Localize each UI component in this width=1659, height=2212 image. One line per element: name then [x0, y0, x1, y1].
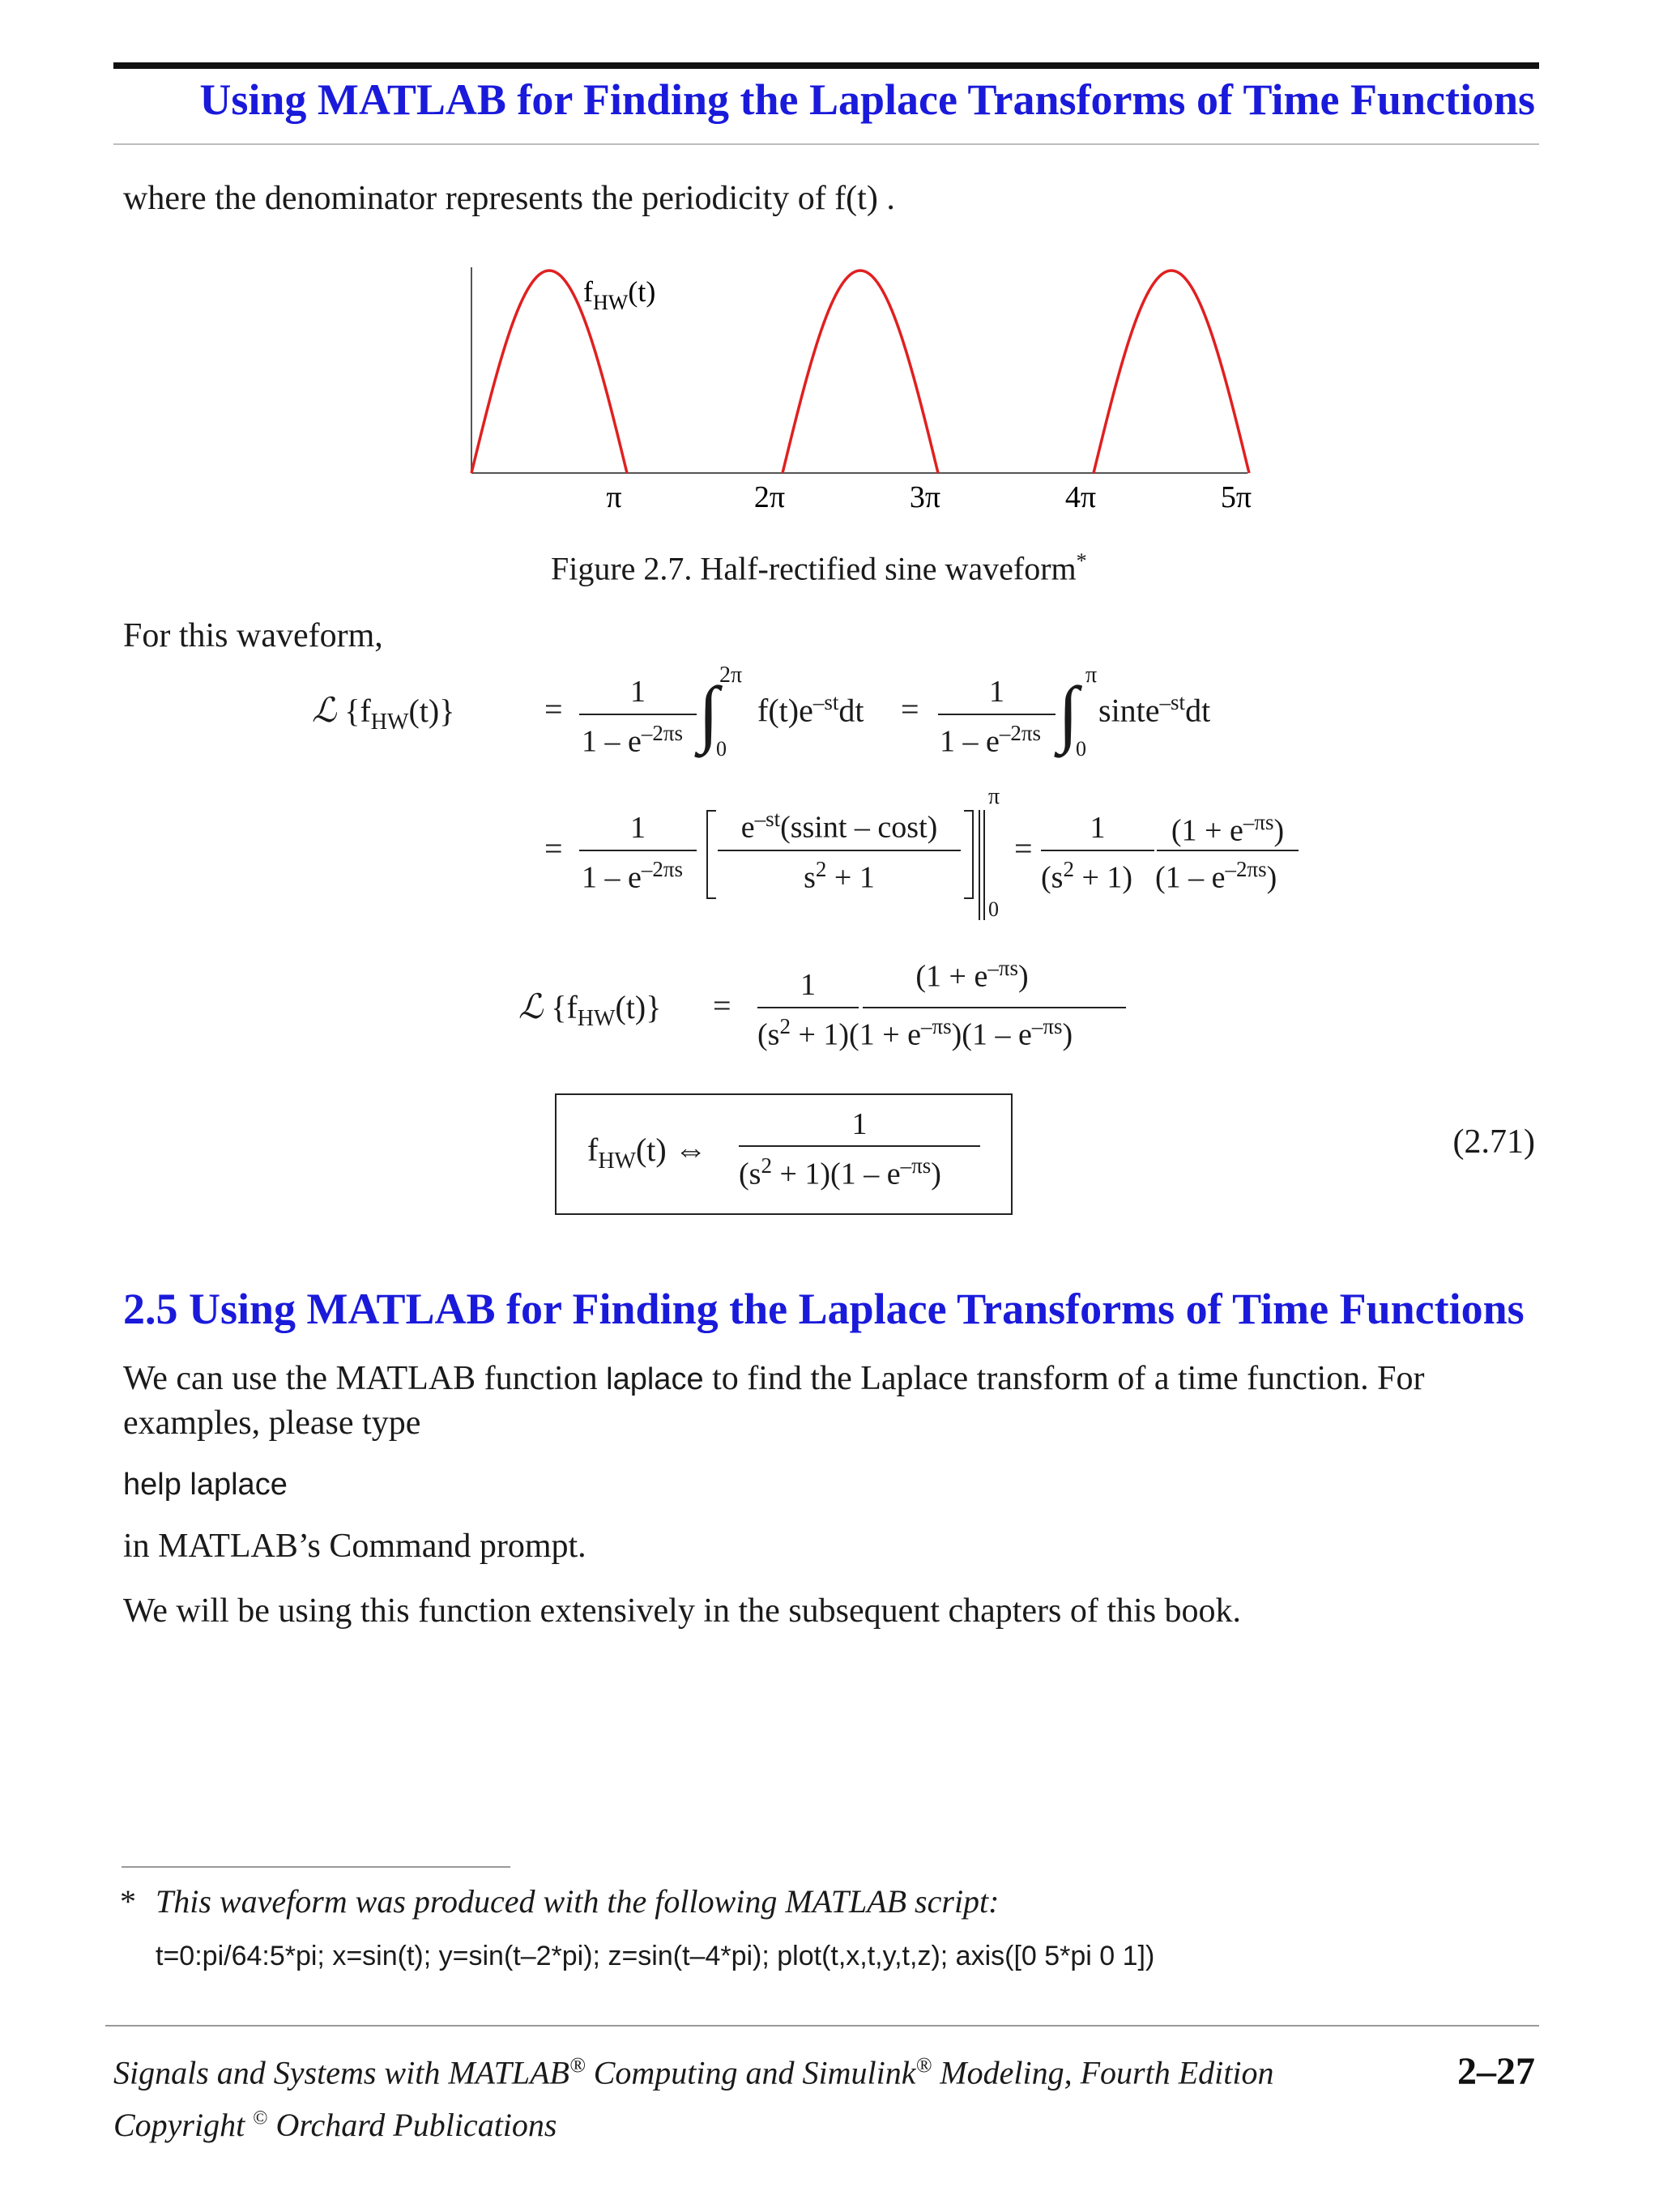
- footer-rule: [105, 2025, 1539, 2027]
- line3-denominator: $(s^2 + 1)(1 + e^{-\pi s})(1 - e^{-\pi s})$: [757, 1014, 1073, 1052]
- inline-code-laplace: laplace: [606, 1362, 704, 1396]
- boxed-numerator: 1: [851, 1107, 868, 1141]
- bracket-fraction-bar: [718, 850, 961, 851]
- for-this-waveform-text: For this waveform,: [123, 617, 383, 654]
- fraction2-bar: [938, 714, 1056, 715]
- fraction5-bar: [1157, 850, 1299, 851]
- evaluation-lower: 0: [988, 897, 999, 921]
- footer-book-title: Signals and Systems with MATLAB® Computing and Simulink® Modeling, Fourth Edition: [113, 2053, 1274, 2091]
- figure-ylabel: $f_{HW}(t)$: [583, 275, 656, 314]
- footnote-matlab-script: t=0:pi/64:5*pi; x=sin(t); y=sin(t–2*pi); z=sin(t–4*pi); plot(t,x,t,y,t,z); axis([0 5*pi 0 1]): [156, 1941, 1155, 1971]
- tick-label-4pi: 4π: [1064, 480, 1097, 514]
- fraction4-numerator: 1: [1090, 811, 1106, 845]
- tick-label-3pi: 3π: [909, 480, 941, 514]
- tick-label-pi: π: [606, 480, 622, 514]
- fraction2-numerator: 1: [989, 675, 1004, 709]
- footer-copyright: Copyright © Orchard Publications: [113, 2107, 557, 2143]
- tick-label-5pi: 5π: [1220, 480, 1252, 514]
- bracket-numerator: $e^{-st}(ssint - \cos t)$: [740, 807, 938, 845]
- fraction6-bar: [757, 1007, 859, 1008]
- page-number: 2–27: [1457, 2050, 1535, 2093]
- curve-segment-2: [783, 271, 938, 473]
- header-top-rule: [113, 62, 1539, 69]
- fraction1-bar: [579, 714, 697, 715]
- fraction4-bar: [1041, 850, 1154, 851]
- footnote-rule: [122, 1866, 510, 1868]
- laplace-lhs-1: ℒ $\{f_{HW}(t)\}$: [312, 693, 455, 735]
- evaluation-bar-1: [979, 810, 980, 920]
- fraction6-numerator: 1: [800, 968, 816, 1002]
- equals-sign-4: =: [1014, 830, 1033, 867]
- running-header-title: Using MATLAB for Finding the Laplace Transforms of Time Functions: [199, 75, 1535, 124]
- laplace-lhs-3: ℒ $\{f_{HW}(t)\}$: [518, 989, 662, 1031]
- section-paragraph-3: We will be using this function extensively in the subsequent chapters of this book.: [123, 1592, 1242, 1630]
- evaluation-upper: π: [988, 784, 1000, 809]
- bracket-left: [706, 810, 716, 899]
- footnote-text: This waveform was produced with the following MATLAB script:: [156, 1883, 1000, 1920]
- integral1-lower-limit: 0: [716, 737, 727, 761]
- integral-sign-2: ∫: [1058, 671, 1079, 754]
- fraction4-denominator: $(s^2 + 1)$: [1041, 857, 1133, 895]
- fraction1-denominator: $1 - e^{-2\pi s}$: [582, 721, 684, 759]
- evaluation-bar-2: [983, 810, 985, 920]
- tick-label-2pi: 2π: [753, 480, 786, 514]
- boxed-lhs: $f_{HW}(t)$ ⇔: [587, 1132, 707, 1174]
- fraction3-bar: [579, 850, 697, 851]
- fraction1-numerator: 1: [630, 675, 646, 709]
- fraction3-denominator: $1 - e^{-2\pi s}$: [582, 857, 684, 895]
- figure-caption: Figure 2.7. Half-rectified sine waveform*: [551, 549, 1087, 587]
- half-rectified-sine-figure: [454, 259, 1264, 518]
- integral2-lower-limit: 0: [1076, 737, 1086, 761]
- integrand-2: sinte$^{-st}$dt: [1098, 690, 1211, 729]
- equals-sign-3: =: [544, 830, 563, 867]
- boxed-fraction-bar: [739, 1145, 980, 1147]
- equals-sign-5: =: [713, 987, 731, 1024]
- header-bottom-rule: [113, 143, 1539, 145]
- footnote-mark: *: [120, 1883, 136, 1920]
- bracket-denominator: $s^2 + 1$: [804, 857, 875, 895]
- section-heading: 2.5 Using MATLAB for Finding the Laplace Transforms of Time Functions: [123, 1285, 1525, 1333]
- fraction7-bar: [863, 1007, 1126, 1008]
- integrand-1: $f(t)e^{-st}dt$: [757, 690, 864, 729]
- equation-number: (2.71): [1452, 1123, 1535, 1161]
- fraction5-numerator: $(1 + e^{-\pi s})$: [1171, 810, 1285, 848]
- equals-sign-1: =: [544, 691, 563, 727]
- fraction7-numerator: $(1 + e^{-\pi s})$: [915, 956, 1029, 994]
- curve-segment-3: [1094, 271, 1249, 473]
- fraction3-numerator: 1: [630, 811, 646, 845]
- integral-sign-1: ∫: [698, 671, 719, 754]
- integral1-upper-limit: 2π: [719, 663, 743, 688]
- section-paragraph-2: in MATLAB’s Command prompt.: [123, 1528, 586, 1565]
- code-help-laplace: help laplace: [123, 1468, 288, 1502]
- boxed-denominator: $(s^2 + 1)(1 - e^{-\pi s})$: [739, 1153, 941, 1191]
- integral2-upper-limit: π: [1085, 663, 1098, 688]
- section-paragraph-1: We can use the MATLAB function laplace to find the Laplace transform of a time function. For examples, please type: [123, 1360, 1425, 1442]
- intro-paragraph: where the denominator represents the periodicity of f(t) .: [123, 180, 895, 217]
- equals-sign-2: =: [901, 691, 919, 727]
- fraction2-denominator: $1 - e^{-2\pi s}$: [940, 721, 1042, 759]
- bracket-right: [964, 810, 974, 899]
- fraction5-denominator: $(1 - e^{-2\pi s})$: [1155, 857, 1277, 895]
